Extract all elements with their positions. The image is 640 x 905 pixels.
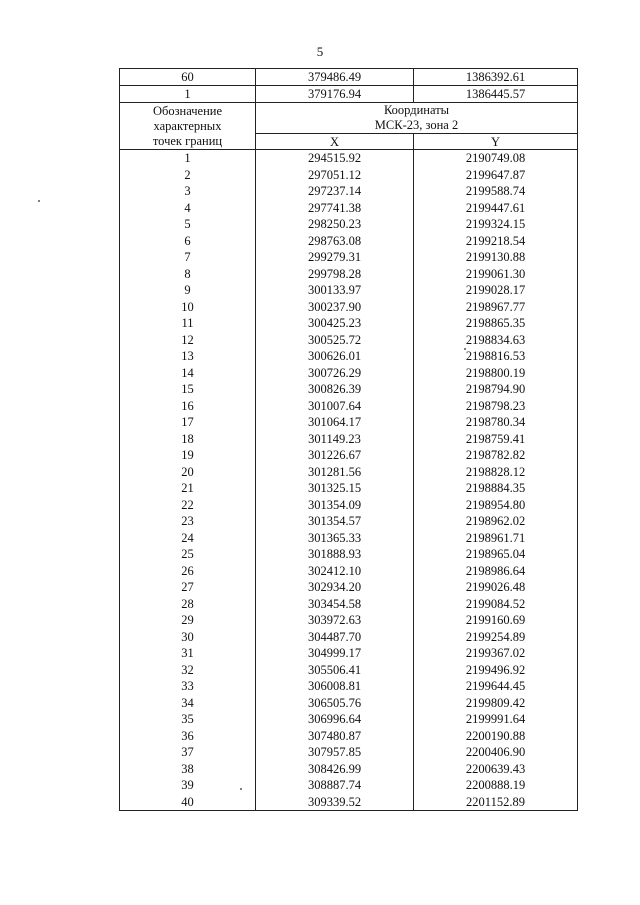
y-cell: 2198816.53 — [414, 348, 578, 365]
y-cell: 2199588.74 — [414, 183, 578, 200]
x-cell: 303972.63 — [256, 612, 414, 629]
x-cell: 299798.28 — [256, 266, 414, 283]
table-row — [120, 761, 578, 778]
point-cell: 36 — [120, 728, 256, 745]
scan-speck — [38, 200, 40, 202]
point-cell: 32 — [120, 662, 256, 679]
x-cell: 300726.29 — [256, 365, 414, 382]
table-row — [120, 266, 578, 283]
x-cell: 304999.17 — [256, 645, 414, 662]
point-cell: 7 — [120, 249, 256, 266]
designation-header — [120, 103, 256, 150]
table-header — [120, 103, 578, 150]
y-cell: 2199084.52 — [414, 596, 578, 613]
table-row — [120, 579, 578, 596]
table-row — [120, 777, 578, 794]
table-row — [120, 299, 578, 316]
point-cell: 2 — [120, 167, 256, 184]
coordinates-header — [256, 103, 578, 134]
y-cell: 2199991.64 — [414, 711, 578, 728]
y-cell: 2198794.90 — [414, 381, 578, 398]
x-cell: 301365.33 — [256, 530, 414, 547]
x-cell: 306996.64 — [256, 711, 414, 728]
y-cell: 2198884.35 — [414, 480, 578, 497]
point-cell: 14 — [120, 365, 256, 382]
x-cell: 299279.31 — [256, 249, 414, 266]
table-row — [120, 480, 578, 497]
y-cell: 2199130.88 — [414, 249, 578, 266]
table-row — [120, 546, 578, 563]
y-cell: 2200639.43 — [414, 761, 578, 778]
y-cell: 2199254.89 — [414, 629, 578, 646]
x-cell: 301149.23 — [256, 431, 414, 448]
point-cell: 26 — [120, 563, 256, 580]
table-row — [120, 728, 578, 745]
table-row — [120, 216, 578, 233]
y-cell: 2200406.90 — [414, 744, 578, 761]
y-cell: 2198965.04 — [414, 546, 578, 563]
page-number: 5 — [316, 44, 324, 59]
point-cell: 28 — [120, 596, 256, 613]
y-cell: 2201152.89 — [414, 794, 578, 811]
x-cell: 301354.09 — [256, 497, 414, 514]
point-cell: 39 — [120, 777, 256, 794]
x-cell: 305506.41 — [256, 662, 414, 679]
table-row — [120, 612, 578, 629]
point-cell: 25 — [120, 546, 256, 563]
y-cell: 2199026.48 — [414, 579, 578, 596]
point-cell: 6 — [120, 233, 256, 250]
x-cell: 301007.64 — [256, 398, 414, 415]
y-cell: 2198782.82 — [414, 447, 578, 464]
y-cell: 2199644.45 — [414, 678, 578, 695]
point-cell: 33 — [120, 678, 256, 695]
point-cell: 35 — [120, 711, 256, 728]
point-cell: 9 — [120, 282, 256, 299]
point-cell: 1 — [120, 150, 256, 167]
table-row — [120, 183, 578, 200]
point-cell: 10 — [120, 299, 256, 316]
designation-line: Обозначение — [152, 103, 223, 118]
y-cell: 2198798.23 — [414, 398, 578, 415]
x-cell: 300626.01 — [256, 348, 414, 365]
table-row — [120, 167, 578, 184]
x-cell: 306505.76 — [256, 695, 414, 712]
table-row — [120, 563, 578, 580]
y-cell: 2199160.69 — [414, 612, 578, 629]
x-cell: 300133.97 — [256, 282, 414, 299]
y-cell: 2198780.34 — [414, 414, 578, 431]
x-cell: 379486.49 — [256, 69, 414, 86]
x-cell: 294515.92 — [256, 150, 414, 167]
y-cell: 2199028.17 — [414, 282, 578, 299]
x-cell: 301281.56 — [256, 464, 414, 481]
point-cell: 21 — [120, 480, 256, 497]
y-cell: 2199647.87 — [414, 167, 578, 184]
y-cell: 2198961.71 — [414, 530, 578, 547]
x-cell: 301888.93 — [256, 546, 414, 563]
y-cell: 2199809.42 — [414, 695, 578, 712]
point-cell: 13 — [120, 348, 256, 365]
y-cell: 2198800.19 — [414, 365, 578, 382]
point-cell: 19 — [120, 447, 256, 464]
point-cell: 11 — [120, 315, 256, 332]
point-cell: 5 — [120, 216, 256, 233]
table-row — [120, 86, 578, 103]
table-row — [120, 381, 578, 398]
x-cell: 300237.90 — [256, 299, 414, 316]
point-cell: 12 — [120, 332, 256, 349]
point-cell: 38 — [120, 761, 256, 778]
x-cell: 308887.74 — [256, 777, 414, 794]
x-cell: 307957.85 — [256, 744, 414, 761]
point-cell: 34 — [120, 695, 256, 712]
x-cell: 301325.15 — [256, 480, 414, 497]
table-row — [120, 365, 578, 382]
designation-line: точек границ — [152, 133, 223, 148]
table-row — [120, 150, 578, 167]
y-cell: 1386445.57 — [414, 86, 578, 103]
y-cell: 2190749.08 — [414, 150, 578, 167]
coordinate-rows — [120, 150, 578, 811]
point-cell: 40 — [120, 794, 256, 811]
point-cell: 1 — [120, 86, 256, 103]
table-row — [120, 662, 578, 679]
x-cell: 298763.08 — [256, 233, 414, 250]
point-cell: 16 — [120, 398, 256, 415]
table-row — [120, 414, 578, 431]
table-row — [120, 596, 578, 613]
y-cell: 2199061.30 — [414, 266, 578, 283]
x-cell: 308426.99 — [256, 761, 414, 778]
table-row — [120, 497, 578, 514]
y-cell: 2198954.80 — [414, 497, 578, 514]
y-cell: 2199218.54 — [414, 233, 578, 250]
point-cell: 22 — [120, 497, 256, 514]
x-cell: 301064.17 — [256, 414, 414, 431]
table-row — [120, 513, 578, 530]
x-cell: 309339.52 — [256, 794, 414, 811]
y-cell: 2198759.41 — [414, 431, 578, 448]
x-cell: 307480.87 — [256, 728, 414, 745]
point-cell: 17 — [120, 414, 256, 431]
y-cell: 2198962.02 — [414, 513, 578, 530]
point-cell: 15 — [120, 381, 256, 398]
y-cell: 2199496.92 — [414, 662, 578, 679]
x-cell: 306008.81 — [256, 678, 414, 695]
x-header: X — [256, 134, 414, 150]
y-cell: 2200190.88 — [414, 728, 578, 745]
carryover-rows — [120, 69, 578, 103]
y-cell: 2199447.61 — [414, 200, 578, 217]
point-cell: 18 — [120, 431, 256, 448]
table-row — [120, 348, 578, 365]
table-row — [120, 678, 578, 695]
x-cell: 303454.58 — [256, 596, 414, 613]
table-row — [120, 282, 578, 299]
boundary-coordinates-table — [119, 68, 578, 811]
x-cell: 301226.67 — [256, 447, 414, 464]
table-row — [120, 249, 578, 266]
table-row — [120, 794, 578, 811]
table-row — [120, 315, 578, 332]
y-header: Y — [414, 134, 578, 150]
table-row — [120, 744, 578, 761]
y-cell: 1386392.61 — [414, 69, 578, 86]
system-label: МСК-23, зона 2 — [374, 118, 459, 132]
table-row — [120, 200, 578, 217]
table-row — [120, 431, 578, 448]
x-cell: 300425.23 — [256, 315, 414, 332]
table-row — [120, 69, 578, 86]
point-cell: 8 — [120, 266, 256, 283]
y-cell: 2198967.77 — [414, 299, 578, 316]
x-cell: 300525.72 — [256, 332, 414, 349]
y-cell: 2199324.15 — [414, 216, 578, 233]
y-cell: 2198986.64 — [414, 563, 578, 580]
coordinates-label: Координаты — [383, 103, 450, 117]
x-cell: 297051.12 — [256, 167, 414, 184]
x-cell: 302412.10 — [256, 563, 414, 580]
point-cell: 37 — [120, 744, 256, 761]
x-cell: 304487.70 — [256, 629, 414, 646]
point-cell: 20 — [120, 464, 256, 481]
x-cell: 301354.57 — [256, 513, 414, 530]
x-cell: 300826.39 — [256, 381, 414, 398]
point-cell: 60 — [120, 69, 256, 86]
point-cell: 27 — [120, 579, 256, 596]
point-cell: 31 — [120, 645, 256, 662]
table-row — [120, 398, 578, 415]
table-row — [120, 464, 578, 481]
x-cell: 302934.20 — [256, 579, 414, 596]
table-row — [120, 645, 578, 662]
y-cell: 2198834.63 — [414, 332, 578, 349]
x-cell: 297741.38 — [256, 200, 414, 217]
table-row — [120, 447, 578, 464]
y-cell: 2200888.19 — [414, 777, 578, 794]
point-cell: 29 — [120, 612, 256, 629]
y-cell: 2198865.35 — [414, 315, 578, 332]
y-cell: 2199367.02 — [414, 645, 578, 662]
x-cell: 297237.14 — [256, 183, 414, 200]
x-cell: 298250.23 — [256, 216, 414, 233]
table-row — [120, 332, 578, 349]
y-cell: 2198828.12 — [414, 464, 578, 481]
x-cell: 379176.94 — [256, 86, 414, 103]
table-row — [120, 530, 578, 547]
point-cell: 30 — [120, 629, 256, 646]
point-cell: 23 — [120, 513, 256, 530]
point-cell: 3 — [120, 183, 256, 200]
table-row — [120, 695, 578, 712]
designation-line: характерных — [153, 118, 222, 133]
table-row — [120, 233, 578, 250]
table-row — [120, 711, 578, 728]
point-cell: 4 — [120, 200, 256, 217]
table-row — [120, 629, 578, 646]
point-cell: 24 — [120, 530, 256, 547]
